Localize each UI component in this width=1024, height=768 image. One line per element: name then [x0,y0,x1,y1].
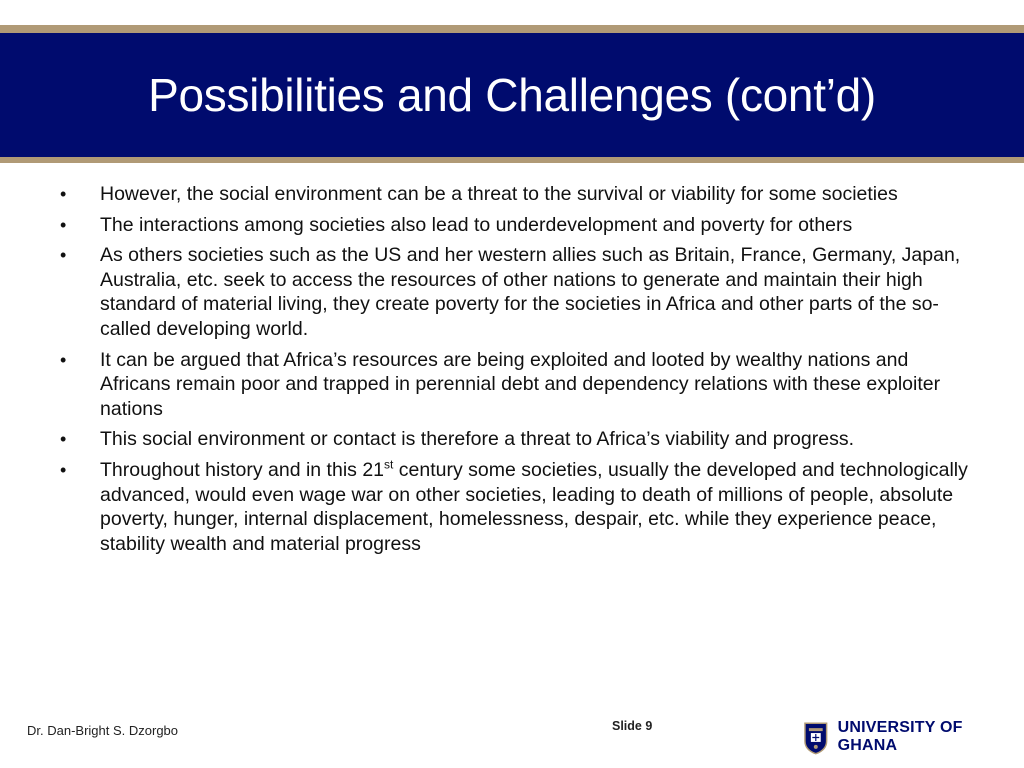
bullet-text-part: Throughout history and in this 21 [100,458,385,481]
bullet-text: It can be argued that Africa’s resources are being exploited and looted by wealthy nations and Africans remain poor and trapped in perennial debt and dependency relations with these exploiter nations [100,348,941,420]
title-bottom-rule [0,157,1024,163]
bullet-text: This social environment or contact is therefore a threat to Africa’s viability and progress. [100,428,854,451]
ordinal-superscript: st [384,457,394,472]
bullet-item [56,427,976,452]
bullet-marker: • [60,459,67,480]
slide-content [56,182,976,562]
bullet-item [56,213,976,238]
bullet-item [56,458,976,556]
bullet-marker: • [60,349,67,370]
footer-author: Dr. Dan-Bright S. Dzorgbo [27,723,179,738]
bullet-item [56,182,976,207]
bullet-marker: • [60,214,67,235]
bullet-text: The interactions among societies also lead to underdevelopment and poverty for others [100,213,853,236]
bullet-item [56,243,976,341]
bullet-marker: • [60,245,67,266]
bullet-marker: • [60,429,67,450]
bullet-list [56,182,976,556]
bullet-marker: • [60,184,67,204]
university-logo [803,719,1024,755]
university-name: UNIVERSITY OF GHANA [837,719,963,754]
bullet-text: As others societies such as the US and her western allies such as Britain, France, Germany, Japan, Australia, etc. seek to access the resources of other nations to generate and maintain their high standard of material living, they create poverty for the societies in Africa and other parts of the so-called developing world. [100,244,961,340]
top-accent-rule [0,25,1024,33]
bullet-text: However, the social environment can be a threat to the survival or viability for some societies [100,183,898,205]
bullet-item [56,348,976,422]
slide-title: Possibilities and Challenges (cont’d) [148,69,876,121]
university-crest-icon [803,719,829,755]
bullet-text-part: century some societies, usually the developed and technologically advanced, would even wage war on other societies, leading to death of millions of people, absolute poverty, hunger, internal displacement, homelessness, despair, etc. while they experience peace, stability wealth and material progress [100,458,968,555]
slide-number: Slide 9 [612,719,653,733]
bullet-text [100,459,968,555]
